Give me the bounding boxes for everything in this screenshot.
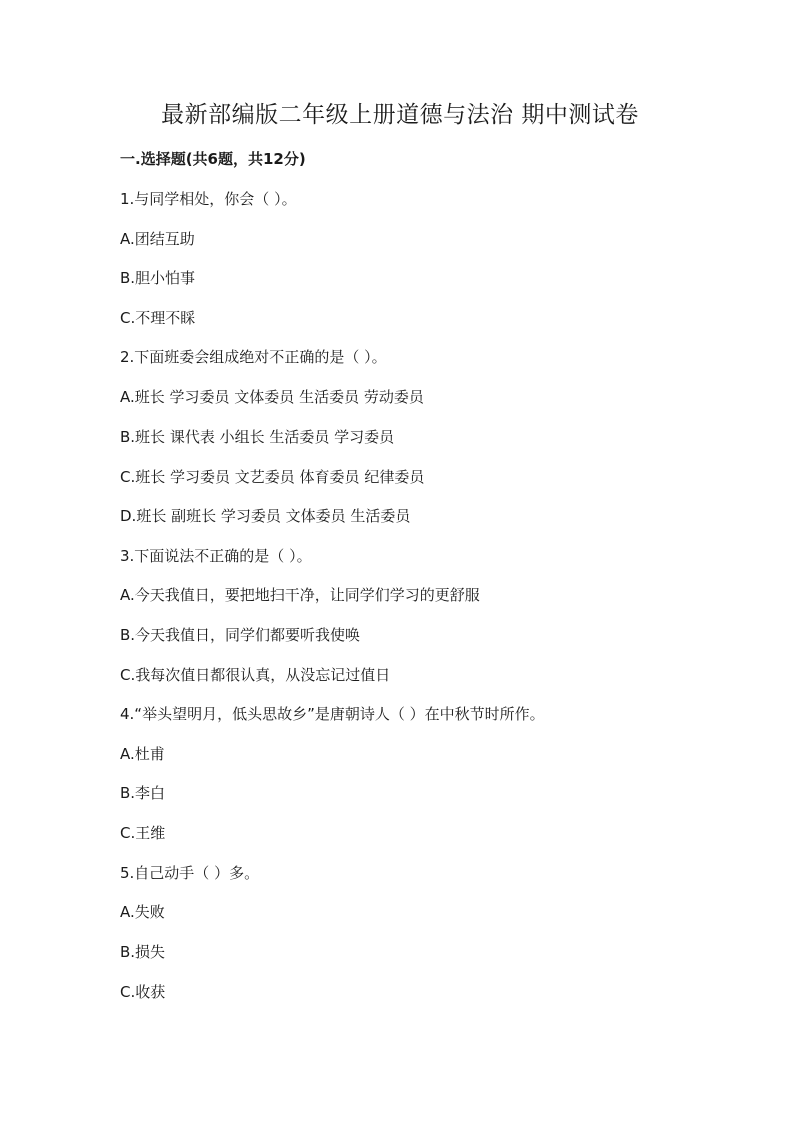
question-2-stem: 2.下面班委会组成绝对不正确的是（ ）。 (120, 348, 387, 366)
question-2-option-d: D.班长 副班长 学习委员 文体委员 生活委员 (120, 507, 411, 525)
question-1-option-a: A.团结互助 (120, 230, 195, 248)
question-3-stem: 3.下面说法不正确的是（ ）。 (120, 547, 312, 565)
question-5-option-b: B.损失 (120, 943, 166, 961)
question-4-option-b: B.李白 (120, 784, 166, 802)
question-3-option-a: A.今天我值日，要把地扫干净，让同学们学习的更舒服 (120, 586, 480, 604)
section-heading: 一.选择题(共6题，共12分) (120, 150, 306, 168)
question-2-option-c: C.班长 学习委员 文艺委员 体育委员 纪律委员 (120, 468, 425, 486)
question-1-option-b: B.胆小怕事 (120, 269, 196, 287)
question-2-option-a: A.班长 学习委员 文体委员 生活委员 劳动委员 (120, 388, 424, 406)
question-1-option-c: C.不理不睬 (120, 309, 196, 327)
question-4-stem: 4.“举头望明月，低头思故乡”是唐朝诗人（ ）在中秋节时所作。 (120, 705, 545, 723)
question-3-option-c: C.我每次值日都很认真，从没忘记过值日 (120, 666, 391, 684)
page-title: 最新部编版二年级上册道德与法治 期中测试卷 (161, 102, 639, 128)
question-3-option-b: B.今天我值日，同学们都要听我使唤 (120, 626, 361, 644)
question-1-stem: 1.与同学相处，你会（ ）。 (120, 190, 297, 208)
question-5-stem: 5.自己动手（ ）多。 (120, 864, 260, 882)
question-2-option-b: B.班长 课代表 小组长 生活委员 学习委员 (120, 428, 395, 446)
question-4-option-c: C.王维 (120, 824, 166, 842)
question-5-option-a: A.失败 (120, 903, 165, 921)
question-5-option-c: C.收获 (120, 983, 166, 1001)
question-4-option-a: A.杜甫 (120, 745, 165, 763)
